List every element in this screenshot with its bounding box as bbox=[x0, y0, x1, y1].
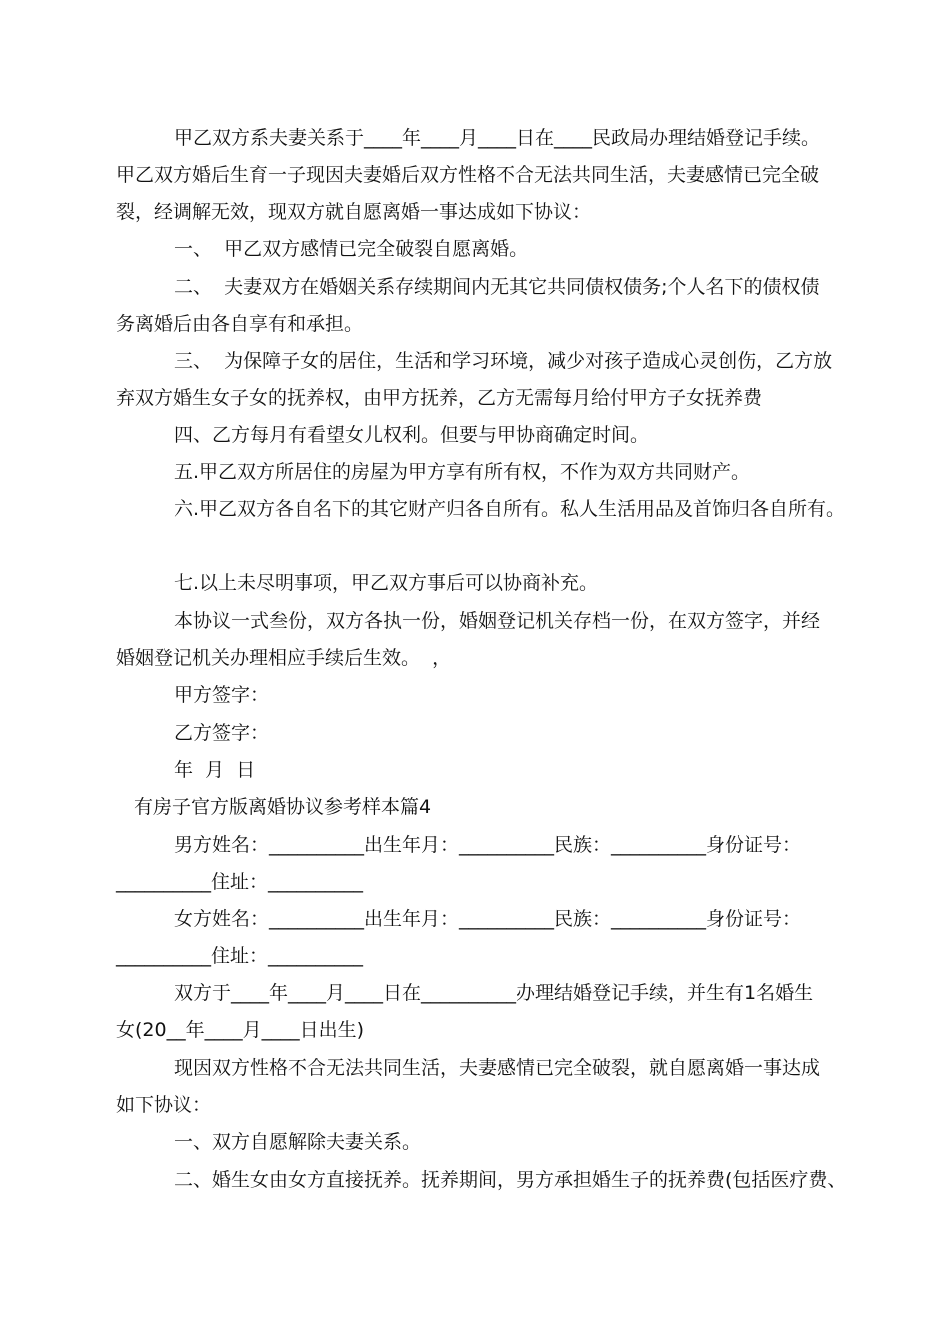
paragraph-line: 六.甲乙双方各自名下的其它财产归各自所有。私人生活用品及首饰归各自所有。 bbox=[174, 498, 846, 520]
paragraph-line: 现因双方性格不合无法共同生活，夫妻感情已完全破裂，就自愿离婚一事达成 bbox=[174, 1057, 821, 1079]
paragraph-line: 婚姻登记机关办理相应手续后生效。 ， bbox=[116, 647, 452, 669]
paragraph-line: __________住址：__________ bbox=[116, 871, 364, 893]
paragraph-line: 女方姓名：__________出生年月：__________民族：__________身份证号： bbox=[174, 908, 802, 930]
paragraph-line: 三、 为保障子女的居住，生活和学习环境，减少对孩子造成心灵创伤，乙方放 bbox=[174, 350, 833, 372]
paragraph-line: 甲乙双方婚后生育一子现因夫妻婚后双方性格不合无法共同生活，夫妻感情已完全破 bbox=[116, 164, 820, 186]
paragraph-line: 弃双方婚生女子女的抚养权，由甲方抚养，乙方无需每月给付甲方子女抚养费 bbox=[116, 387, 763, 409]
date-line: 年 月 日 bbox=[174, 759, 256, 781]
signature-label-party-a: 甲方签字： bbox=[174, 684, 270, 706]
paragraph-line: 五.甲乙双方所居住的房屋为甲方享有所有权，不作为双方共同财产。 bbox=[174, 461, 751, 483]
paragraph-line: 务离婚后由各自享有和承担。 bbox=[116, 313, 364, 335]
paragraph-line: 如下协议： bbox=[116, 1094, 212, 1116]
paragraph-line: __________住址：__________ bbox=[116, 945, 364, 967]
paragraph-line: 二、婚生女由女方直接抚养。抚养期间，男方承担婚生子的抚养费(包括医疗费、 bbox=[174, 1169, 847, 1191]
paragraph-line: 甲乙双方系夫妻关系于____年____月____日在____民政局办理结婚登记手续。 bbox=[174, 127, 821, 149]
paragraph-line: 七.以上未尽明事项，甲乙双方事后可以协商补充。 bbox=[174, 572, 599, 594]
paragraph-line: 四、乙方每月有看望女儿权利。但要与甲协商确定时间。 bbox=[174, 424, 650, 446]
paragraph-line: 双方于____年____月____日在__________办理结婚登记手续，并生有1名婚生 bbox=[174, 982, 814, 1004]
paragraph-line: 裂，经调解无效，现双方就自愿离婚一事达成如下协议： bbox=[116, 201, 592, 223]
paragraph-line: 本协议一式叁份，双方各执一份，婚姻登记机关存档一份，在双方签字，并经 bbox=[174, 610, 821, 632]
paragraph-line: 一、 甲乙双方感情已完全破裂自愿离婚。 bbox=[174, 238, 529, 260]
signature-label-party-b: 乙方签字： bbox=[174, 722, 270, 744]
paragraph-line: 女(20__年____月____日出生) bbox=[116, 1019, 365, 1041]
section-heading: 有房子官方版离婚协议参考样本篇4 bbox=[134, 796, 432, 818]
paragraph-line: 一、双方自愿解除夫妻关系。 bbox=[174, 1131, 422, 1153]
paragraph-line: 二、 夫妻双方在婚姻关系存续期间内无其它共同债权债务;个人名下的债权债 bbox=[174, 276, 820, 298]
paragraph-line: 男方姓名：__________出生年月：__________民族：__________身份证号： bbox=[174, 834, 802, 856]
